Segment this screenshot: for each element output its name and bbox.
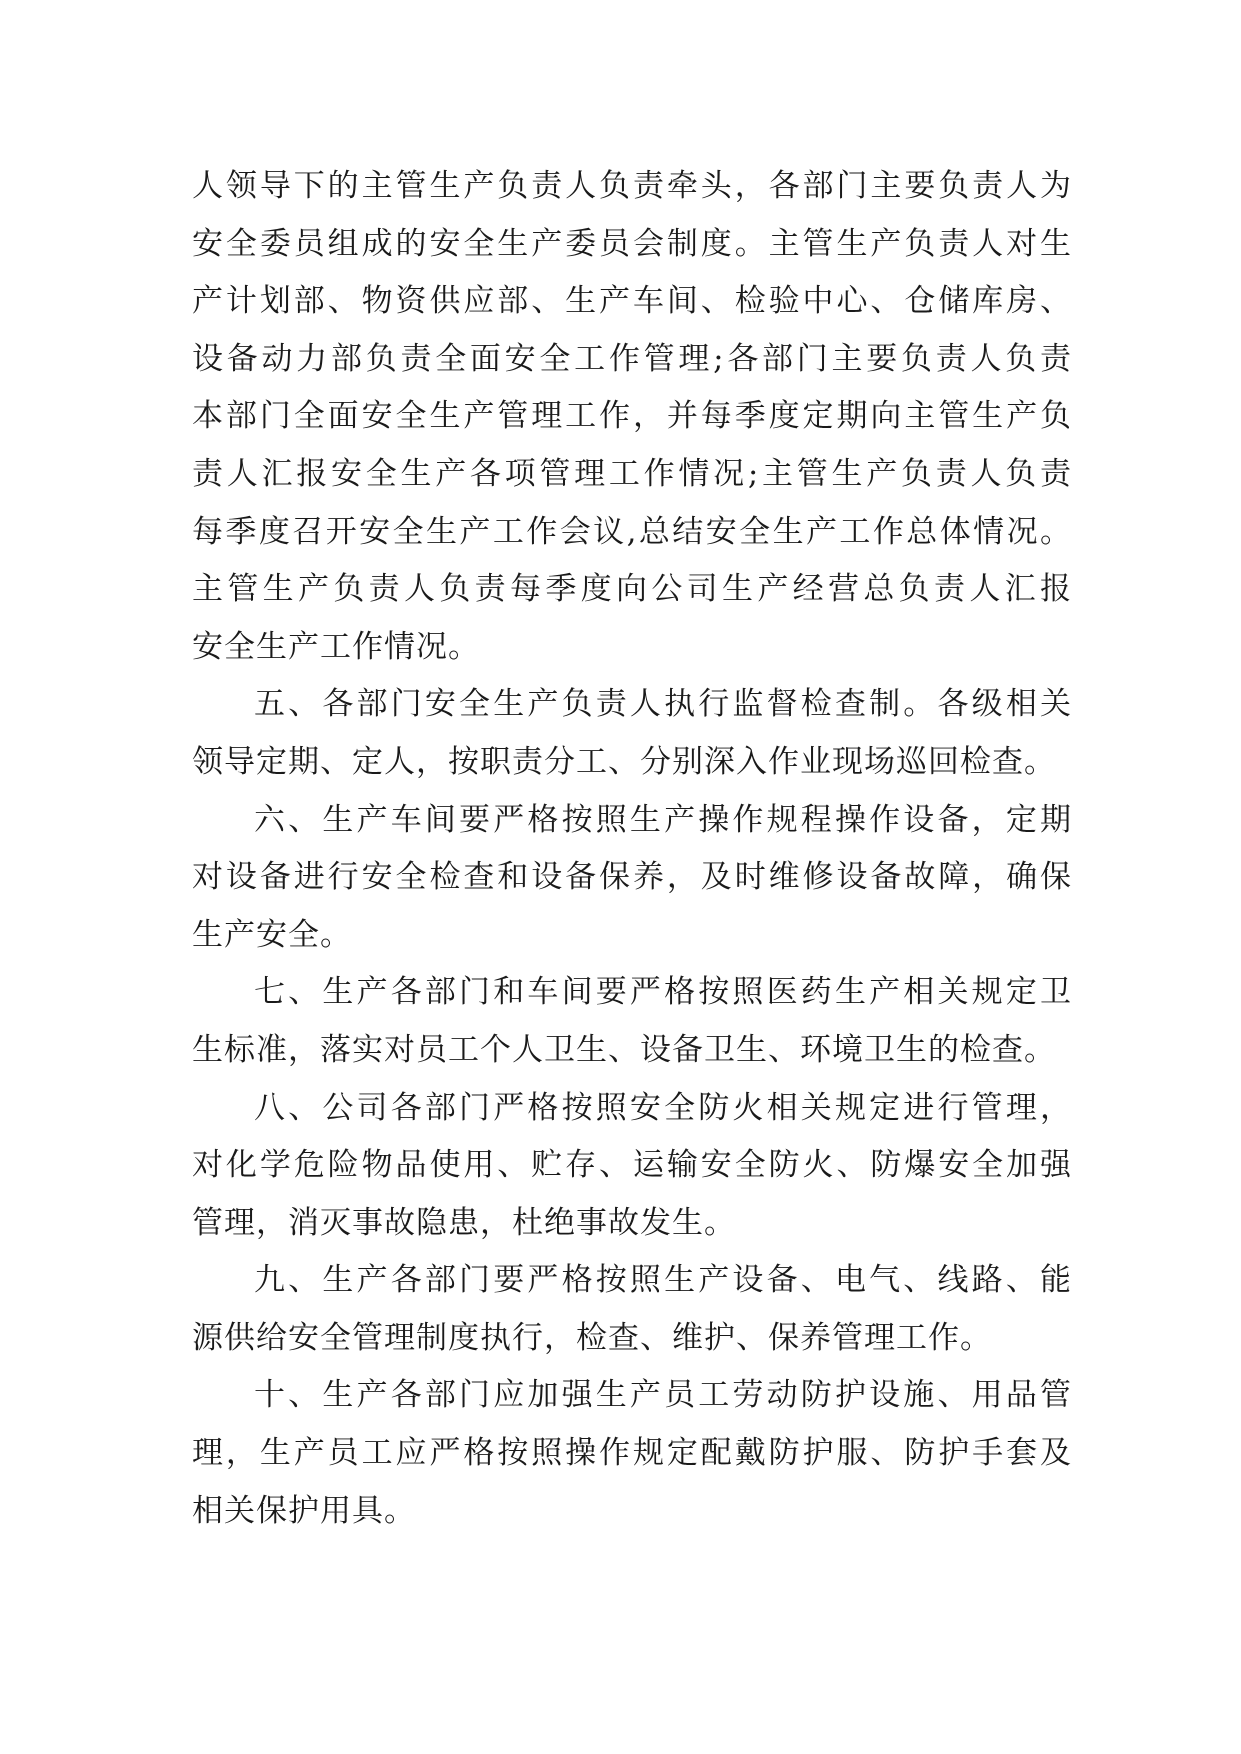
paragraph-line: 管理，消灭事故隐患，杜绝事故发生。 [192, 1204, 736, 1241]
paragraph-line: 每季度召开安全生产工作会议,总结安全生产工作总体情况。 [192, 513, 1072, 550]
paragraph-first-line: 六、生产车间要严格按照生产操作规程操作设备，定期 [254, 801, 1072, 838]
paragraph-line: 领导定期、定人，按职责分工、分别深入作业现场巡回检查。 [192, 743, 1056, 780]
paragraph-first-line: 七、生产各部门和车间要严格按照医药生产相关规定卫 [254, 974, 1072, 1011]
paragraph-line: 对设备进行安全检查和设备保养，及时维修设备故障，确保 [192, 859, 1072, 896]
paragraph-line: 相关保护用具。 [192, 1492, 416, 1529]
paragraph-line: 对化学危险物品使用、贮存、运输安全防火、防爆安全加强 [192, 1147, 1072, 1184]
paragraph-line: 生标准，落实对员工个人卫生、设备卫生、环境卫生的检查。 [192, 1031, 1056, 1068]
paragraph-line: 安全生产工作情况。 [192, 628, 480, 665]
paragraph-line: 设备动力部负责全面安全工作管理;各部门主要负责人负责 [192, 340, 1072, 377]
paragraph-line: 生产安全。 [192, 916, 352, 953]
paragraph-line: 理，生产员工应严格按照操作规定配戴防护服、防护手套及 [192, 1435, 1072, 1472]
paragraph-line: 人领导下的主管生产负责人负责牵头，各部门主要负责人为 [192, 168, 1072, 204]
paragraph-line: 源供给安全管理制度执行，检查、维护、保养管理工作。 [192, 1319, 992, 1356]
paragraph-first-line: 十、生产各部门应加强生产员工劳动防护设施、用品管 [254, 1377, 1072, 1414]
paragraph-line: 本部门全面安全生产管理工作，并每季度定期向主管生产负 [192, 398, 1072, 435]
paragraph-line: 责人汇报安全生产各项管理工作情况;主管生产负责人负责 [192, 455, 1072, 492]
paragraph-line: 安全委员组成的安全生产委员会制度。主管生产负责人对生 [192, 225, 1072, 262]
paragraph-first-line: 九、生产各部门要严格按照生产设备、电气、线路、能 [254, 1262, 1072, 1299]
paragraph-first-line: 五、各部门安全生产负责人执行监督检查制。各级相关 [254, 686, 1072, 723]
paragraph-line: 产计划部、物资供应部、生产车间、检验中心、仓储库房、 [192, 283, 1072, 320]
document-body [192, 158, 1072, 1540]
paragraph-line: 主管生产负责人负责每季度向公司生产经营总负责人汇报 [192, 571, 1072, 608]
paragraph-first-line: 八、公司各部门严格按照安全防火相关规定进行管理， [254, 1089, 1072, 1126]
